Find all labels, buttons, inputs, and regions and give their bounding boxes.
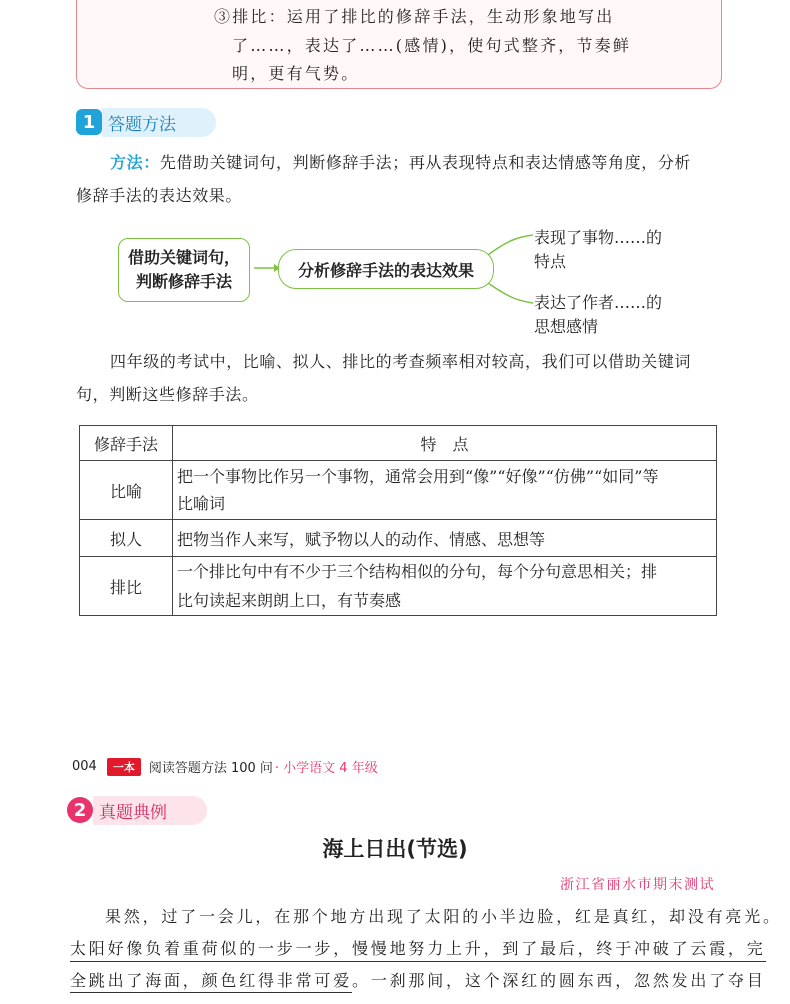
table-cell-line: 一个排比句中有不少于三个结构相似的分句，每个分句意思相关；排 <box>177 562 658 581</box>
table-header-technique: 修辞手法 <box>80 426 173 461</box>
method-label: 方法： <box>110 153 160 172</box>
section-number-badge: 2 <box>67 797 93 823</box>
method-text: 先借助关键词句，判断修辞手法；再从表现特点和表达情感等角度，分析 <box>159 153 692 172</box>
article-line-3-rest: 。一刹那间，这个深红的圆东西，忽然发出了夺目 <box>352 971 766 990</box>
table-header-feature: 特 点 <box>173 426 717 461</box>
table-row <box>80 520 717 557</box>
book-logo: 一本 <box>107 758 141 776</box>
technique-table <box>79 425 717 616</box>
table-cell-feature <box>173 520 717 557</box>
flow-box-analyze: 分析修辞手法的表达效果 <box>278 249 494 289</box>
summary-line-2: 了……，表达了……(感情)，使句式整齐，节奏鲜 <box>232 36 632 55</box>
section-header-method <box>76 109 216 135</box>
intro-paragraph <box>76 343 736 413</box>
flow-branch-emotion <box>534 291 662 339</box>
page-footer <box>72 757 378 776</box>
table-header-row <box>80 426 717 461</box>
table-row <box>80 557 717 616</box>
article-line-2: 太阳好像负着重荷似的一步一步，慢慢地努力上升，到了最后，终于冲破了云霞，完 <box>70 936 766 962</box>
intro-line-2: 句，判断这些修辞手法。 <box>76 385 259 404</box>
book-subtitle: · 小学语文 4 年级 <box>274 761 378 776</box>
summary-line-1: ③排比：运用了排比的修辞手法，生动形象地写出 <box>214 7 615 26</box>
table-cell-line: 比喻词 <box>177 494 226 513</box>
section-title: 答题方法 <box>102 108 216 137</box>
book-title: 阅读答题方法 100 问 <box>148 761 273 776</box>
article-line-3 <box>70 968 766 991</box>
article-source: 浙江省丽水市期末测试 <box>560 877 715 893</box>
method-text-2: 修辞手法的表达效果。 <box>76 186 243 205</box>
flow-box-identify <box>118 238 250 302</box>
article-line-1: 果然，过了一会儿，在那个地方出现了太阳的小半边脸，红是真红，却没有亮光。 <box>105 907 782 926</box>
flow-branch-feature-line-2: 特点 <box>534 252 567 271</box>
section-number-badge: 1 <box>76 109 102 135</box>
table-cell-feature <box>173 557 717 616</box>
flow-branch-feature <box>534 226 662 274</box>
table-row <box>80 461 717 520</box>
method-paragraph <box>76 144 726 214</box>
table-cell-line: 把物当作人来写，赋予物以人的动作、情感、思想等 <box>177 529 546 549</box>
flow-branch-emotion-line-1: 表达了作者……的 <box>534 293 663 312</box>
table-cell-line: 比句读起来朗朗上口，有节奏感 <box>177 591 402 610</box>
table-cell-line: 把一个事物比作另一个事物，通常会用到“像”“好像”“仿佛”“如同”等 <box>177 467 659 486</box>
table-cell-name: 比喻 <box>80 461 173 520</box>
flow-branch-feature-line-1: 表现了事物……的 <box>534 228 663 247</box>
flow-box-identify-line-1: 借助关键词句， <box>127 248 240 267</box>
section-header-example <box>67 797 207 823</box>
article-line-3-underlined: 全跳出了海面，颜色红得非常可爱 <box>70 971 352 993</box>
summary-line-3: 明，更有气势。 <box>232 64 360 83</box>
section-title: 真题典例 <box>93 796 207 825</box>
table-cell-feature <box>173 461 717 520</box>
table-cell-name: 排比 <box>80 557 173 616</box>
intro-line-1: 四年级的考试中，比喻、拟人、排比的考查频率相对较高，我们可以借助关键词 <box>110 352 692 371</box>
page-number: 004 <box>72 759 97 774</box>
article-title: 海上日出(节选) <box>322 837 468 861</box>
flow-branch-emotion-line-2: 思想感情 <box>534 317 599 336</box>
flow-box-identify-line-2: 判断修辞手法 <box>135 272 232 291</box>
table-cell-name: 拟人 <box>80 520 173 557</box>
